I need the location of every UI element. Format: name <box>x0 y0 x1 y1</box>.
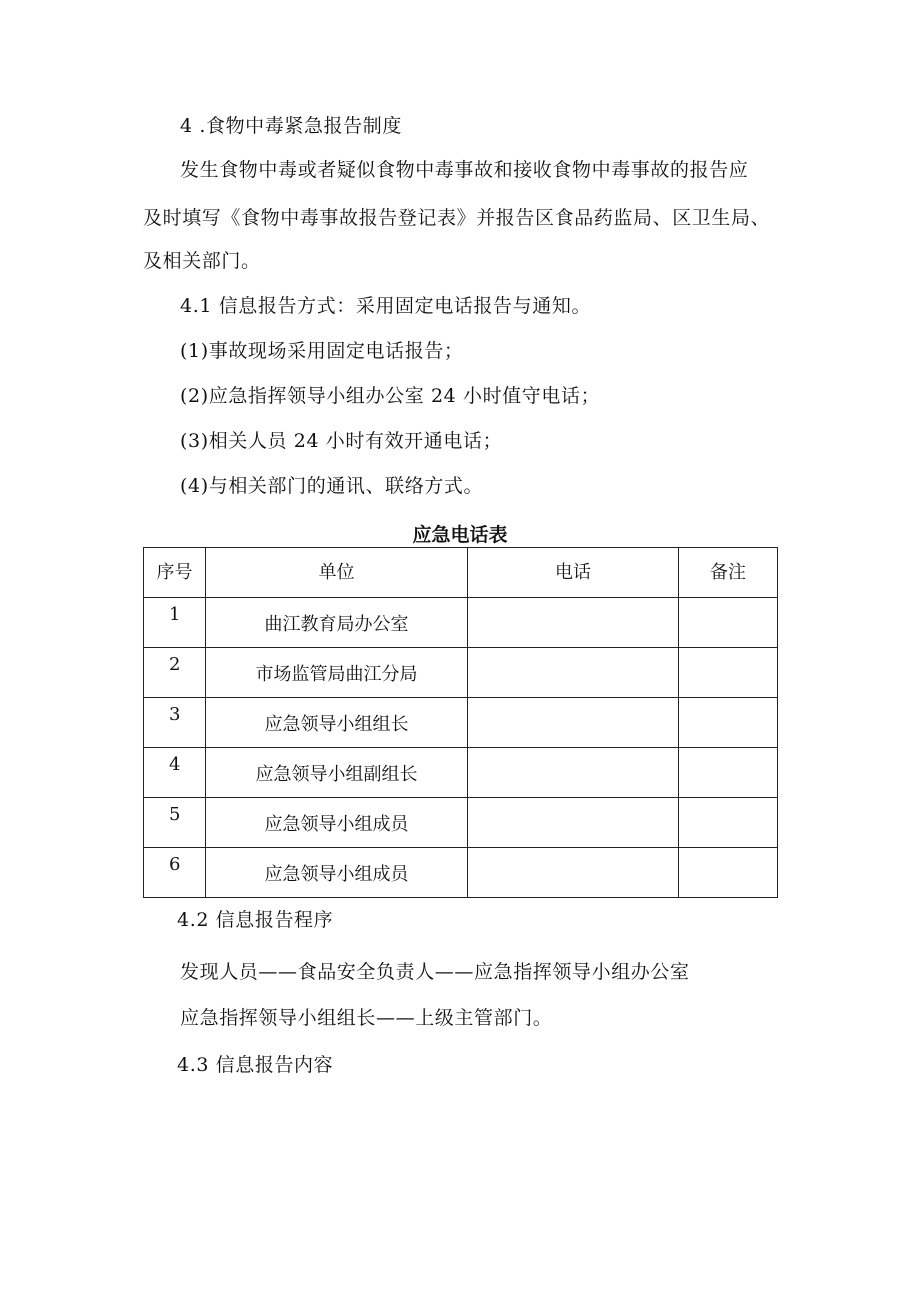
procedure-line-2: 应急指挥领导小组组长——上级主管部门。 <box>180 1007 553 1029</box>
subsection-4-3: 4.3 信息报告内容 <box>177 1054 334 1076</box>
cell-no: 5 <box>144 798 206 848</box>
cell-phone <box>468 698 679 748</box>
method-item-2: (2)应急指挥领导小组办公室 24 小时值守电话； <box>180 385 601 407</box>
cell-unit: 市场监管局曲江分局 <box>206 648 468 698</box>
table-row <box>144 698 778 748</box>
intro-line-2: 及时填写《食物中毒事故报告登记表》并报告区食品药监局、区卫生局、 <box>143 207 771 229</box>
intro-line-3: 及相关部门。 <box>143 250 261 272</box>
cell-note <box>679 648 778 698</box>
cell-phone <box>468 798 679 848</box>
table-row <box>144 748 778 798</box>
table-title: 应急电话表 <box>412 524 508 546</box>
header-no: 序号 <box>144 548 206 598</box>
cell-note <box>679 748 778 798</box>
table-row <box>144 598 778 648</box>
table-row <box>144 648 778 698</box>
emergency-phone-table <box>143 547 778 898</box>
method-item-1: (1)事故现场采用固定电话报告； <box>180 340 464 362</box>
cell-no: 1 <box>144 598 206 648</box>
cell-note <box>679 848 778 898</box>
cell-unit: 应急领导小组成员 <box>206 798 468 848</box>
cell-phone <box>468 598 679 648</box>
cell-no: 3 <box>144 698 206 748</box>
cell-no: 2 <box>144 648 206 698</box>
table-row <box>144 848 778 898</box>
cell-note <box>679 798 778 848</box>
method-item-3: (3)相关人员 24 小时有效开通电话； <box>180 430 503 452</box>
subsection-4-1: 4.1 信息报告方式：采用固定电话报告与通知。 <box>180 295 592 317</box>
header-note: 备注 <box>679 548 778 598</box>
procedure-line-1: 发现人员——食品安全负责人——应急指挥领导小组办公室 <box>180 961 690 983</box>
cell-no: 6 <box>144 848 206 898</box>
section-heading: 4 .食物中毒紧急报告制度 <box>180 115 402 137</box>
header-unit: 单位 <box>206 548 468 598</box>
method-item-4: (4)与相关部门的通讯、联络方式。 <box>180 475 484 497</box>
cell-no: 4 <box>144 748 206 798</box>
cell-phone <box>468 748 679 798</box>
cell-unit: 应急领导小组副组长 <box>206 748 468 798</box>
cell-unit: 应急领导小组成员 <box>206 848 468 898</box>
cell-note <box>679 698 778 748</box>
cell-note <box>679 598 778 648</box>
cell-unit: 应急领导小组组长 <box>206 698 468 748</box>
cell-unit: 曲江教育局办公室 <box>206 598 468 648</box>
intro-line-1: 发生食物中毒或者疑似食物中毒事故和接收食物中毒事故的报告应 <box>180 159 749 181</box>
table-row <box>144 798 778 848</box>
cell-phone <box>468 848 679 898</box>
subsection-4-2: 4.2 信息报告程序 <box>177 909 334 931</box>
table-header-row <box>144 548 778 598</box>
header-phone: 电话 <box>468 548 679 598</box>
cell-phone <box>468 648 679 698</box>
